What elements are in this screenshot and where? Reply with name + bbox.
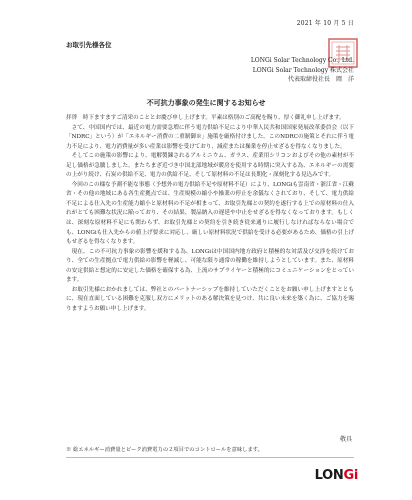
letter-body bbox=[66, 114, 354, 314]
letter-recipient: お取引先様各位 bbox=[66, 41, 112, 49]
letter-date: 2021 年 10 月 5 日 bbox=[296, 20, 354, 27]
sender-representative: 代表取締役社長 岡 洋 bbox=[287, 76, 354, 83]
letter-paragraph: 現在、この不可抗力事象の影響を緩和する為、LONGiは中国国内地方政府と積極的な対話及び交渉を続けており、全ての生産拠点で電力供給の影響を軽減し、可能な限り通常の稼働を維持しようとしています。また、原材料の安定供給と想定的に安定した価格を確保する為、上流のサプライヤーと積極的にコミュニケーションをとっています。 bbox=[66, 248, 354, 284]
letter-paragraph: さて、中国国内では、最近の電力需要急増に伴う電力供給不足により中華人民共和国国家発展改革委員会（以下「NDRC」という）が「エネルギー消費の二重制御※」施策を厳格付けました。このNDRCの施策とそれに伴う電力不足により、電力消費量が多い産業は影響を受けており、減産または操業を停止せざるを得なくなりました。 bbox=[66, 124, 354, 150]
logo-wordmark bbox=[315, 468, 358, 483]
letter-footnote: ※ 総エネルギー消費量とピーク消費電力の２項目でのコントロールを意味します。 bbox=[66, 447, 263, 453]
letter-title: 不可抗力事象の発生に関するお知らせ bbox=[146, 98, 266, 107]
longi-logo bbox=[315, 468, 358, 483]
footer-divider bbox=[66, 457, 354, 458]
letter-paragraph: お取引先様におかれましては、弊社とのパートナーシップを維持していただくことをお願い申し上げますとともに、現在直面している困難を克服し双方にメリットのある解決策を見つけ、共に良い未来を築く為に、ご協力を賜りますようお願い申し上げます。 bbox=[66, 286, 354, 312]
letter-closing: 敬具 bbox=[339, 436, 352, 443]
letter-sender-block bbox=[251, 56, 354, 85]
logo-text-accent: Gi bbox=[343, 468, 358, 483]
sender-company-en: LONGi Solar Technology Co., Ltd. bbox=[250, 57, 354, 64]
letter-paragraph: 拝啓 時下ますますご清栄のこととお慶び申し上げます。平素は格別のご高配を賜り、厚く御礼申し上げます。 bbox=[66, 115, 345, 121]
letter-paragraph: 今回のこの様な予測不能な事態（予想外の電力供給不足や原材料不足）により、LONGiも雲南省・浙江省・江蘇省・その他の地域にある各生産拠点では、生産規模の縮小や操業の停止を余儀なくされており、そして、電力供給不足による仕入先の生産能力縮小と原材料の不足が相まって、お取引先様との契約を遂行する上での原材料の仕入れがとても困難な状況に陥っており、その結果、製品納入の遅延や中止をせざるを得なくなっております。もしくは、深刻な原材料不足にも関わらず、お取引先様との契約を引き続き従来通りに履行しなければならない場合でも、LONGiも仕入先からの値上げ要求に対応し、厳しい原材料状況で供給を受ける必要があるため、価格の引上げもせざるを得なくなります。 bbox=[66, 181, 354, 246]
letter-paragraph: そしてこの施策の影響により、電解製錬されるアルミニウム、ガラス、産業用シリコンおよびその他の素材が不足し価格が急騰しました。またちまざ近づき中国北部地域が暖房を使用する時期に突入する為、エネルギーの需要の上がり続け、石炭の供給不足、電力の供給不足、そして原材料の不足は長期化・深刻化する見込みです。 bbox=[66, 153, 354, 179]
sender-company-jp: LONGi Solar Technology 株式会社 bbox=[252, 66, 354, 74]
logo-text-main: LON bbox=[314, 468, 344, 483]
